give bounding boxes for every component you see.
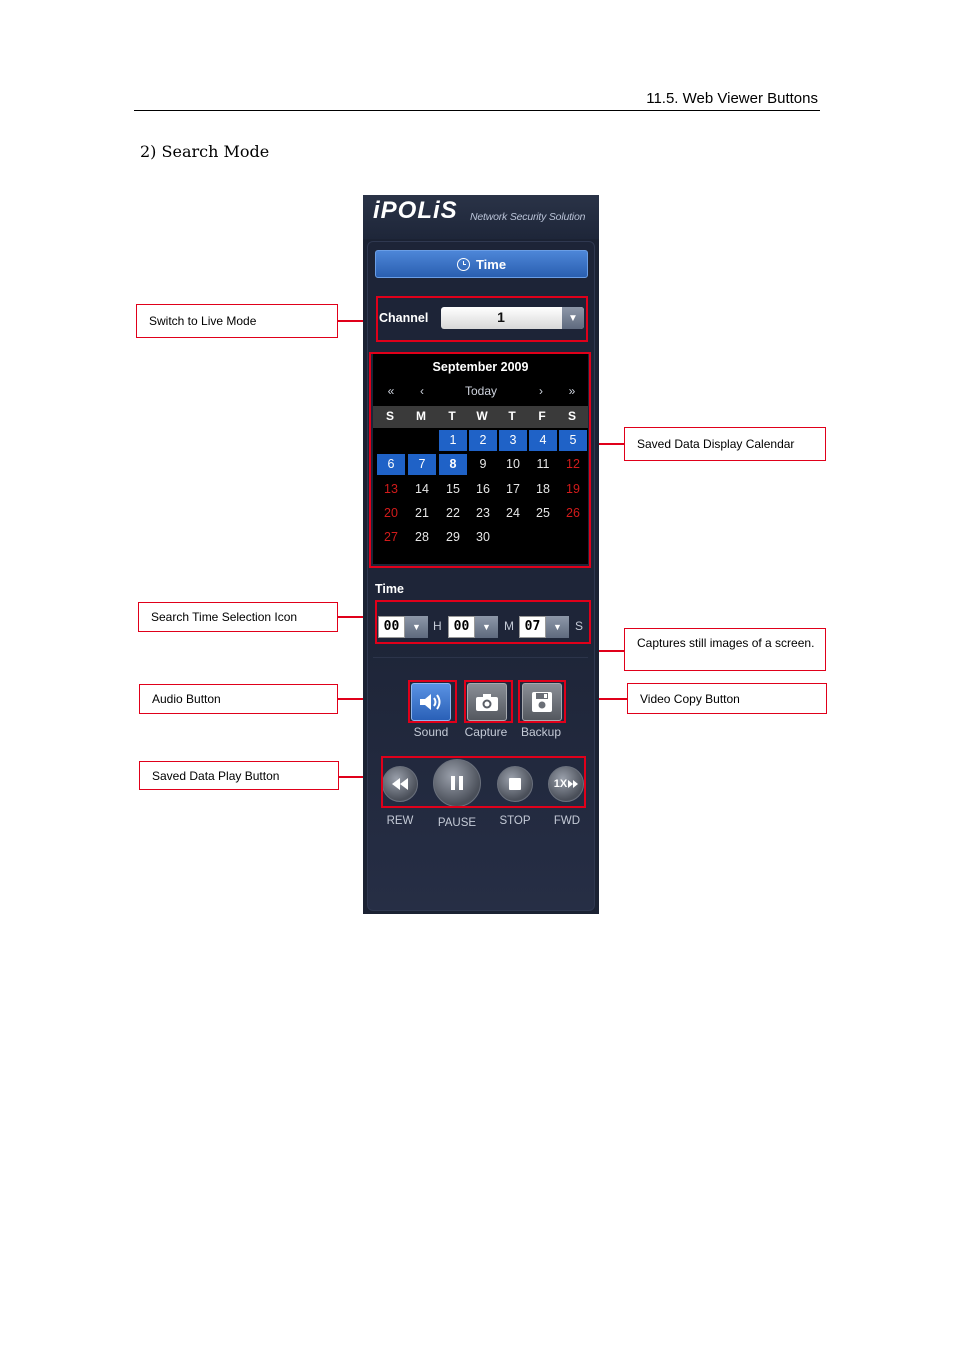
callout-audio xyxy=(139,684,338,714)
calendar-day[interactable]: 14 xyxy=(415,482,429,496)
calendar-day[interactable]: 10 xyxy=(506,457,520,471)
clock-icon xyxy=(457,258,470,271)
second-unit: S xyxy=(575,619,584,633)
callout-text: Audio Button xyxy=(152,692,221,706)
calendar-day[interactable]: 21 xyxy=(415,506,429,520)
second-value: 07 xyxy=(519,616,546,638)
weekday-label: S xyxy=(567,409,576,423)
channel-label: Channel xyxy=(379,311,429,325)
callout-text: Saved Data Play Button xyxy=(152,768,280,783)
calendar-day[interactable]: 4 xyxy=(529,430,557,451)
calendar-day[interactable]: 17 xyxy=(506,482,520,496)
hour-value: 00 xyxy=(378,616,405,638)
calendar-day[interactable]: 16 xyxy=(476,482,490,496)
highlight-playback xyxy=(381,756,586,808)
callout-text: Captures still images of a screen. xyxy=(637,636,815,650)
callout-capture xyxy=(624,628,826,671)
calendar-day[interactable]: 27 xyxy=(384,530,398,544)
chevron-down-icon[interactable]: ▼ xyxy=(405,616,428,638)
header-rule xyxy=(134,110,820,111)
calendar-day[interactable]: 30 xyxy=(476,530,490,544)
tab-time[interactable] xyxy=(375,250,588,278)
callout-play xyxy=(139,761,339,790)
capture-label: Capture xyxy=(464,725,508,739)
weekday-label: M xyxy=(416,409,426,423)
calendar-day[interactable]: 12 xyxy=(566,457,580,471)
callout-calendar xyxy=(624,427,826,461)
calendar-day[interactable]: 3 xyxy=(499,430,527,451)
calendar-day[interactable]: 24 xyxy=(506,506,520,520)
highlight-channel xyxy=(376,296,588,342)
calendar-day[interactable]: 29 xyxy=(446,530,460,544)
logo-bar xyxy=(363,195,599,239)
calendar-day[interactable]: 11 xyxy=(536,457,550,471)
highlight-backup xyxy=(518,680,566,723)
backup-label: Backup xyxy=(520,725,562,739)
highlight-sound xyxy=(408,680,457,723)
section-title: 2) Search Mode xyxy=(140,142,270,161)
next-month-button[interactable]: › xyxy=(539,384,543,398)
chevron-down-icon[interactable]: ▼ xyxy=(562,307,584,329)
calendar-day[interactable]: 20 xyxy=(384,506,398,520)
sound-label: Sound xyxy=(413,725,449,739)
weekday-label: S xyxy=(385,409,394,423)
callout-live-mode xyxy=(136,304,338,338)
time-section-label: Time xyxy=(375,582,404,596)
last-month-button[interactable]: » xyxy=(568,384,576,398)
highlight-time xyxy=(375,600,591,644)
highlight-calendar xyxy=(369,352,591,568)
minute-unit: M xyxy=(504,619,514,633)
calendar-day[interactable]: 22 xyxy=(446,506,460,520)
calendar-day[interactable]: 1 xyxy=(439,430,467,451)
calendar-day[interactable]: 25 xyxy=(536,506,550,520)
hour-unit: H xyxy=(433,619,442,633)
calendar-day[interactable]: 18 xyxy=(536,482,550,496)
speed-label: 1X xyxy=(553,778,568,790)
chevron-down-icon[interactable]: ▼ xyxy=(546,616,569,638)
tab-time-label: Time xyxy=(475,256,507,272)
calendar-day[interactable]: 19 xyxy=(566,482,580,496)
callout-text: Switch to Live Mode xyxy=(149,314,257,328)
today-button[interactable]: Today xyxy=(464,384,498,398)
callout-text: Search Time Selection Icon xyxy=(151,610,298,624)
stop-label: STOP xyxy=(499,815,531,827)
calendar-day[interactable]: 6 xyxy=(377,454,405,475)
weekday-label: F xyxy=(538,409,546,423)
channel-value: 1 xyxy=(497,309,505,325)
callout-text: Video Copy Button xyxy=(640,691,740,706)
calendar-day[interactable]: 15 xyxy=(446,482,460,496)
prev-month-button[interactable]: ‹ xyxy=(420,384,424,398)
highlight-capture xyxy=(464,680,513,723)
calendar-day[interactable]: 28 xyxy=(415,530,429,544)
calendar-day[interactable]: 9 xyxy=(479,457,487,471)
calendar-day[interactable]: 13 xyxy=(384,482,398,496)
callout-time-icon xyxy=(138,602,338,632)
page-header-title: 11.5. Web Viewer Buttons xyxy=(646,90,818,107)
weekday-label: T xyxy=(508,409,516,423)
weekday-label: W xyxy=(476,409,488,423)
calendar-day-selected[interactable]: 8 xyxy=(439,454,467,475)
calendar-day[interactable]: 7 xyxy=(408,454,436,475)
fwd-label: FWD xyxy=(553,815,581,827)
weekday-label: T xyxy=(448,409,456,423)
calendar-month: September 2009 xyxy=(432,360,529,374)
calendar-day[interactable]: 2 xyxy=(469,430,497,451)
calendar-day[interactable]: 26 xyxy=(566,506,580,520)
callout-text: Saved Data Display Calendar xyxy=(637,437,795,451)
pause-label: PAUSE xyxy=(437,817,477,829)
callout-video-copy xyxy=(627,683,827,714)
minute-value: 00 xyxy=(448,616,475,638)
logo-subtitle: Network Security Solution xyxy=(470,211,586,223)
rew-label: REW xyxy=(386,815,414,827)
first-month-button[interactable]: « xyxy=(387,384,395,398)
ipolis-logo: iPOLiS xyxy=(373,197,458,224)
calendar-day[interactable]: 5 xyxy=(559,430,587,451)
calendar-day[interactable]: 23 xyxy=(476,506,490,520)
chevron-down-icon[interactable]: ▼ xyxy=(475,616,498,638)
divider xyxy=(373,657,588,658)
